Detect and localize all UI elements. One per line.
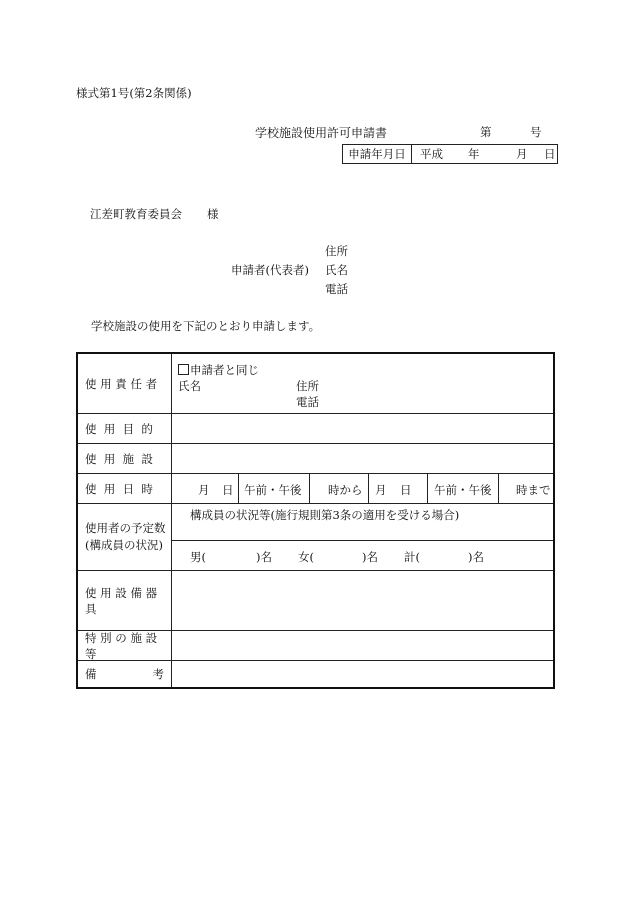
responsible-tel-label: 電話 [296,395,319,409]
male-count-label: 男( [190,550,206,564]
era-label: 平成 [420,147,443,161]
remarks-field[interactable] [172,661,553,687]
row-remarks [78,661,553,687]
application-date-box [342,144,558,164]
applicant-tel-label: 電話 [325,282,348,296]
document-title: 学校施設使用許可申請書 [255,126,388,140]
user-count-field[interactable] [172,504,553,570]
same-as-applicant-label: 申請者と同じ [190,363,259,377]
row-facility [78,444,553,474]
end-time-label: 時まで [516,483,551,497]
request-statement: 学校施設の使用を下記のとおり申請します。 [91,319,321,333]
start-day-label: 日 [222,483,234,497]
applicant-address-label: 住所 [325,244,348,258]
female-count-label: 女( [298,550,314,564]
start-month-label: 月 [198,483,210,497]
end-ampm-label: 午前・午後 [434,483,492,497]
row-equipment [78,571,553,631]
remarks-label-a: 備 [85,667,97,681]
male-count-suffix: )名 [256,550,272,564]
day-label: 日 [544,147,556,161]
member-status-label: (構成員の状況) [85,538,163,552]
datetime-field[interactable] [172,474,553,503]
facility-field[interactable] [172,444,553,473]
user-count-label: 使用者の予定数 [85,521,166,535]
applicant-label: 申請者(代表者) [231,263,309,277]
special-facilities-field[interactable] [172,631,553,660]
equipment-field[interactable] [172,571,553,630]
datetime-label: 使 用 日 時 [78,474,172,503]
end-day-label: 日 [400,483,412,497]
end-month-label: 月 [375,483,387,497]
doc-number-prefix: 第 [480,125,492,139]
doc-number-suffix: 号 [530,125,542,139]
row-responsible-person [78,354,553,414]
special-facilities-label: 特 別 の 施 設 等 [78,631,172,660]
addressee-name: 江差町教育委員会 [90,207,182,221]
application-date-label: 申請年月日 [343,145,412,163]
purpose-field[interactable] [172,414,553,443]
total-count-suffix: )名 [468,550,484,564]
responsible-name-label: 氏名 [178,379,201,393]
row-purpose [78,414,553,444]
application-date-field[interactable] [412,145,557,163]
same-as-applicant-checkbox[interactable] [178,364,189,375]
row-user-count [78,504,553,571]
remarks-label-b: 考 [152,667,164,681]
responsible-person-field[interactable] [172,354,553,413]
member-status-note: 構成員の状況等(施行規則第3条の適用を受ける場合) [190,508,460,522]
row-datetime [78,474,553,504]
applicant-name-label: 氏名 [325,263,348,277]
remarks-label-cell [78,661,172,687]
user-count-label-cell [78,504,172,570]
start-ampm-label: 午前・午後 [244,483,302,497]
purpose-label: 使 用 目 的 [78,414,172,443]
equipment-label: 使 用 設 備 器 具 [78,571,172,630]
responsible-address-label: 住所 [296,379,319,393]
row-special-facilities [78,631,553,661]
facility-label: 使 用 施 設 [78,444,172,473]
responsible-person-label: 使 用 責 任 者 [78,354,172,413]
addressee-honorific: 様 [207,207,219,221]
form-number: 様式第1号(第2条関係) [76,86,192,100]
year-label: 年 [468,147,480,161]
total-count-label: 計( [404,550,420,564]
application-table [76,352,555,689]
month-label: 月 [516,147,528,161]
start-time-label: 時から [328,483,363,497]
female-count-suffix: )名 [362,550,378,564]
